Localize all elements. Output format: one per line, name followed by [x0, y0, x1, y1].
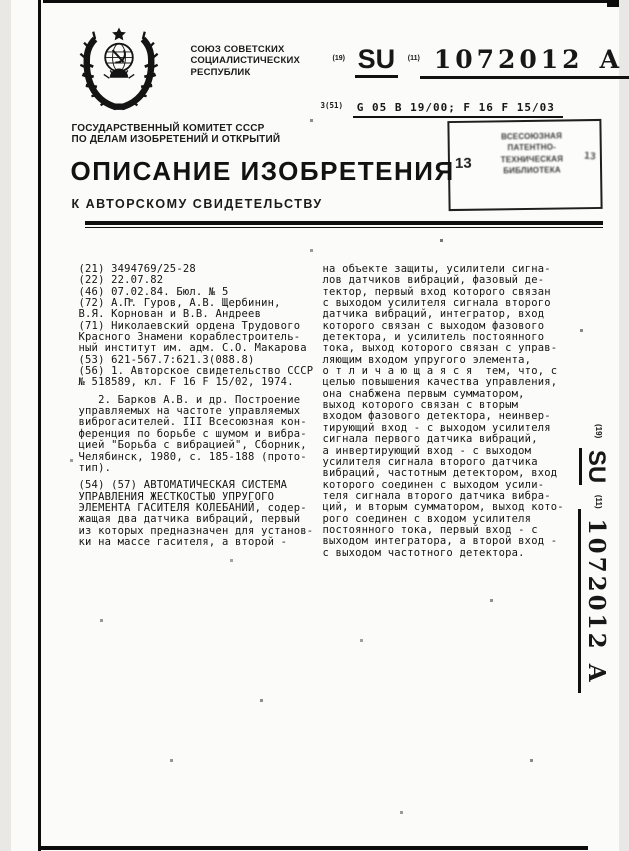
text-line: (46) 07.02.84. Бюл. № 5: [78, 285, 229, 298]
committee-name: [72, 123, 281, 146]
left-column: [79, 264, 325, 554]
text-line: ференция по борьбе с шумом и вибра-: [78, 427, 307, 440]
text-line: (56) 1. Авторское свидетельство СССР: [78, 365, 314, 378]
reference-2-block: [79, 395, 325, 474]
text-line: с выходом усилителя сигнала второго: [322, 297, 551, 310]
publication-kind: A: [599, 45, 623, 74]
text-line: тип).: [78, 461, 112, 474]
text-line: (22) 22.07.82: [78, 274, 164, 287]
text-line: вибраций, частотным детектором, вход: [322, 467, 558, 480]
document-subtitle: К АВТОРСКОМУ СВИДЕТЕЛЬСТВУ: [71, 197, 323, 211]
text-line: СОЦИАЛИСТИЧЕСКИХ: [190, 55, 301, 67]
text-line: ций, и вторым сумматором, выход кото-: [322, 501, 564, 514]
text-line: сигнала первого датчика вибраций,: [322, 433, 538, 446]
side-number: [578, 509, 610, 693]
text-line: (53) 621-567.7:621.3(088.8): [78, 353, 255, 366]
publication-number: [420, 45, 629, 79]
text-line: ляющим входом упругого элемента,: [322, 353, 532, 366]
side-country-code: SU: [579, 448, 610, 485]
text-line: (21) 3494769/25-28: [78, 263, 196, 275]
text-line: она снабжена первым сумматором,: [322, 387, 525, 400]
side-kind: A: [582, 663, 610, 685]
scan-edge-left: [38, 0, 41, 851]
text-line: Челябинск, 1980, с. 185-188 (прото-: [78, 450, 307, 463]
right-column: [323, 264, 575, 565]
text-line: (71) Николаевский ордена Трудового: [78, 319, 301, 332]
text-line: (72) А.П. Гуров, А.В. Щербинин,: [78, 297, 281, 310]
text-line: виброгасителей. III Всесоюзная кон-: [78, 416, 307, 429]
scan-edge-bottom: [38, 846, 588, 850]
text-line: ЭЛЕМЕНТА ГАСИТЕЛЯ КОЛЕБАНИЙ, содер-: [78, 501, 307, 514]
text-line: УПРАВЛЕНИЯ ЖЕСТКОСТЬЮ УПРУГОГО: [78, 490, 275, 503]
inid-code-11: (11): [407, 55, 420, 62]
text-line: жащая два датчика вибраций, первый: [78, 513, 301, 526]
text-line: на объекте защиты, усилители сигна-: [322, 263, 551, 275]
text-line: о т л и ч а ю щ а я с я тем, что, с: [322, 365, 558, 378]
inid-code-51: 3(51): [320, 101, 344, 110]
scan-edge-top: [43, 0, 619, 3]
text-line: ТЕХНИЧЕСКАЯ: [500, 154, 563, 165]
text-line: рого соединен с входом усилителя: [322, 512, 532, 525]
text-line: постоянного тока, первый вход - с: [322, 523, 538, 536]
text-line: БИБЛИОТЕКА: [502, 165, 561, 176]
text-line: выход которого связан с вторым: [322, 399, 519, 412]
country-code: SU: [355, 44, 399, 78]
text-line: тектор, первый вход которого связан: [322, 285, 551, 298]
text-line: теля сигнала второго датчика вибра-: [322, 489, 551, 502]
side-publication-number: [582, 424, 610, 693]
side-inid-code-19: (19): [593, 424, 603, 439]
abstract-start-block: [79, 480, 325, 548]
stamp-text: [475, 130, 588, 177]
text-line: ВСЕСОЮЗНАЯ: [500, 131, 562, 142]
text-line: а инвертирующий вход - с выходом: [322, 444, 532, 457]
publication-number-value: 1072012: [433, 45, 584, 74]
country-name: [191, 44, 301, 78]
text-line: № 518589, кл. F 16 F 15/02, 1974.: [78, 376, 294, 389]
text-line: датчика вибраций, интегратор, вход: [322, 308, 545, 321]
text-line: которого связан с выходом фазового: [322, 319, 545, 332]
abstract-continued-block: [323, 264, 575, 559]
library-stamp: [447, 119, 602, 211]
text-line: цией "Борьба с вибрацией", Сборник,: [78, 439, 307, 452]
text-line: (54) (57) АВТОМАТИЧЕСКАЯ СИСТЕМА: [78, 479, 288, 492]
side-inid-code-11: (11): [593, 494, 603, 509]
text-line: лов датчиков вибраций, фазовый де-: [322, 274, 545, 287]
text-line: с выходом частотного детектора.: [322, 546, 525, 559]
text-line: тирующий вход - с выходом усилителя: [322, 421, 551, 434]
text-line: выходом интегратора, а второй вход -: [322, 535, 558, 548]
inid-code-19: (19): [332, 55, 345, 62]
text-line: детектора, и усилитель постоянного: [322, 331, 545, 344]
text-line: усилителя сигнала второго датчика: [322, 455, 538, 468]
ipc-code: G 05 B 19/00; F 16 F 15/03: [353, 101, 563, 118]
text-line: тока, выход которого связан с управ-: [322, 342, 558, 355]
text-line: ПАТЕНТНО-: [506, 142, 556, 153]
stamp-number: 13: [454, 154, 472, 172]
text-line: В.Я. Корнован и В.В. Андреев: [78, 308, 262, 321]
ipc-classification-row: [321, 96, 563, 115]
text-line: Красного Знамени кораблестроитель-: [78, 331, 301, 344]
text-line: ПО ДЕЛАМ ИЗОБРЕТЕНИЙ И ОТКРЫТИЙ: [71, 134, 281, 146]
publication-number-row: [333, 44, 629, 75]
text-line: ки на массе гасителя, а второй -: [78, 535, 288, 548]
text-line: из которых предназначен для установ-: [78, 524, 314, 537]
ussr-coat-of-arms-icon: [73, 26, 165, 115]
text-line: которого соединен с выходом усили-: [322, 478, 545, 491]
text-line: 2. Барков А.В. и др. Построение: [78, 393, 301, 406]
header-divider-rule: [85, 221, 603, 228]
text-line: СОЮЗ СОВЕТСКИХ: [190, 44, 285, 55]
bibliography-block: [79, 264, 325, 389]
scan-edge-corner: [607, 0, 619, 7]
text-line: ГОСУДАРСТВЕННЫЙ КОМИТЕТ СССР: [71, 123, 265, 134]
text-line: целью повышения качества управления,: [322, 376, 558, 389]
document-title: ОПИСАНИЕ ИЗОБРЕТЕНИЯ: [70, 156, 455, 186]
text-line: входом фазового детектора, неинвер-: [322, 410, 551, 423]
text-line: РЕСПУБЛИК: [190, 66, 251, 78]
text-line: управляемых на частоте управляемых: [78, 405, 301, 418]
patent-document-page: [11, 0, 623, 851]
scan-noise: [11, 0, 12, 1]
text-line: ный институт им. адм. С.О. Макарова: [78, 342, 307, 355]
side-number-value: 1072012: [582, 518, 610, 652]
stamp-side-mark: 13: [582, 150, 596, 163]
